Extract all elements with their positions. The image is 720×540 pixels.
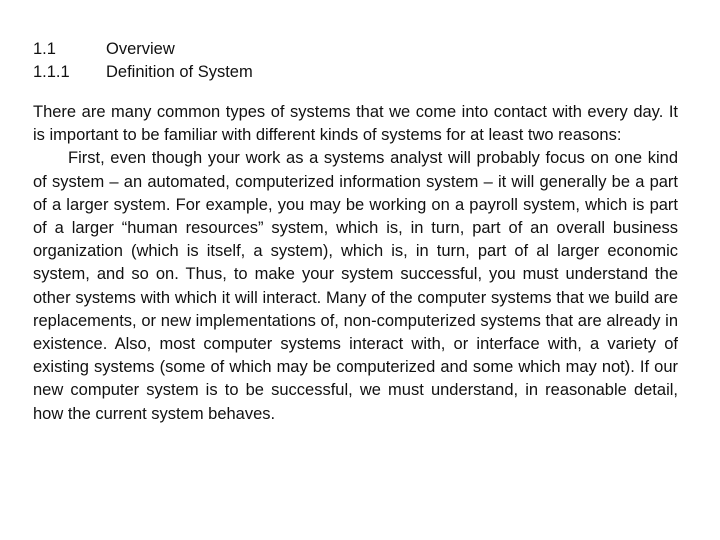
first-reason-paragraph: First, even though your work as a systems analyst will probably focus on one kind of system – an automated, computerized information system – it will generally be a part of a larger system. For example, you may be working on a payroll system, which is part of a larger “human resources” system, which is, in turn, part of an overall business organization (which is itself, a system), which is, in turn, part of al larger economic system, and so on. Thus, to make your system successful, you must understand the other systems with which it will interact. Many of the computer systems that we build are replacements, or new implementations of, non-computerized systems that are already in existence. Also, most computer systems interact with, or interface with, a variety of existing systems (some of which may be computerized and some which may not). If our new computer system is to be successful, we must understand, in reasonable detail, how the current system behaves. xyxy=(33,149,678,423)
section-number: 1.1 xyxy=(33,40,56,58)
section-title: Overview xyxy=(106,40,175,58)
subsection-number: 1.1.1 xyxy=(33,63,70,81)
intro-paragraph: There are many common types of systems that we come into contact with every day. It is important to be familiar with different kinds of systems for at least two reasons: xyxy=(33,103,678,145)
body-text xyxy=(33,101,678,426)
document-page xyxy=(33,38,678,426)
section-heading-1-1 xyxy=(33,38,678,61)
section-heading-1-1-1 xyxy=(33,61,678,84)
subsection-title: Definition of System xyxy=(106,63,253,81)
